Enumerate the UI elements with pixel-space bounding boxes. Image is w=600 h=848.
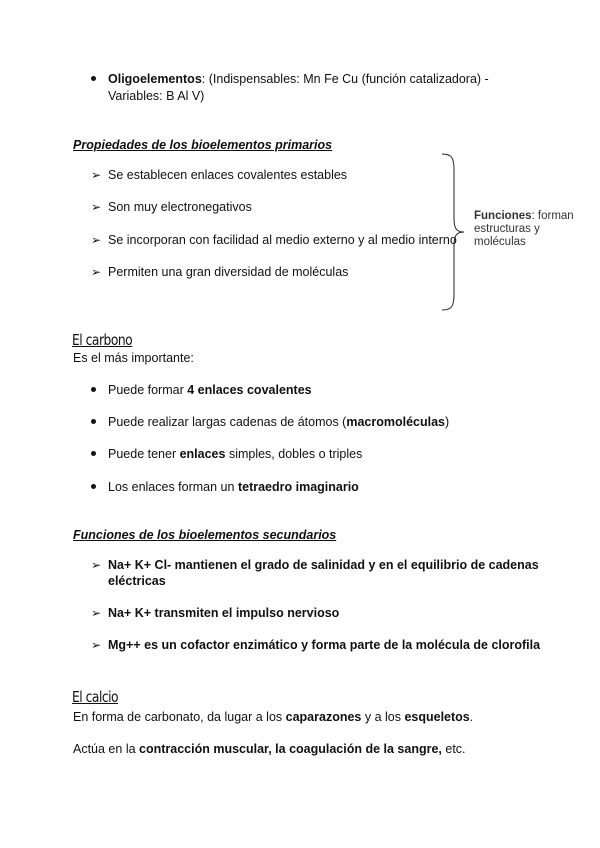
- secundarios-heading: Funciones de los bioelementos secundarios: [73, 528, 337, 542]
- calcio-paragraph-1: [73, 709, 473, 725]
- calcio-paragraph-2: [73, 741, 466, 757]
- secundarios-item-1-text: Na+ K+ Cl- mantienen el grado de salinidad y en el equilibrio de cadenas: [108, 558, 539, 572]
- carbono-item-4-pre: Los enlaces forman un: [108, 480, 238, 494]
- bullet-icon: [91, 387, 96, 392]
- secundarios-item-2-text: Na+ K+ transmiten el impulso nervioso: [108, 606, 340, 620]
- bullet-icon: [91, 76, 96, 81]
- secundarios-item-1-text-2: eléctricas: [108, 574, 166, 588]
- oligo-label: Oligoelementos: [108, 72, 202, 86]
- curly-brace-icon: [440, 152, 470, 312]
- calcio-p2-pre: Actúa en la: [73, 742, 140, 756]
- carbono-intro: Es el más importante:: [73, 351, 194, 365]
- brace-note-line-1: [474, 210, 574, 223]
- carbono-item-2-pre: Puede realizar largas cadenas de átomos (: [108, 415, 347, 429]
- calcio-p2-post: etc.: [441, 742, 466, 756]
- arrow-bullet-icon: ➢: [91, 638, 102, 652]
- bullet-icon: [91, 484, 96, 489]
- calcio-p1-bold-2: esqueletos: [404, 710, 470, 724]
- secundarios-item-3: [108, 637, 540, 653]
- arrow-bullet-icon: ➢: [91, 265, 102, 279]
- carbono-item-2: [108, 414, 449, 430]
- brace-note-line-2: estructuras y: [474, 223, 540, 235]
- primarios-item-3: Se incorporan con facilidad al medio externo y al medio interno: [108, 233, 457, 247]
- primarios-item-2: Son muy electronegativos: [108, 200, 252, 214]
- primarios-item-4: Permiten una gran diversidad de moléculas: [108, 265, 349, 279]
- brace-note-rest: : forman: [531, 210, 574, 222]
- brace-note: [474, 210, 574, 249]
- calcio-heading: El calcio: [72, 688, 119, 706]
- carbono-item-1-bold: 4 enlaces covalentes: [187, 383, 312, 397]
- brace-note-line-3: moléculas: [474, 236, 526, 248]
- secundarios-item-1-line-2: [108, 573, 166, 589]
- oligo-text: : (Indispensables: Mn Fe Cu (función catalizadora) -: [201, 72, 489, 86]
- bullet-icon: [91, 419, 96, 424]
- oligo-line-2: Variables: B Al V): [108, 89, 205, 103]
- primarios-item-1: Se establecen enlaces covalentes estables: [108, 168, 348, 182]
- bullet-icon: [91, 451, 96, 456]
- carbono-heading: El carbono: [72, 331, 133, 349]
- carbono-item-1: [108, 382, 312, 398]
- carbono-item-4-bold: tetraedro imaginario: [237, 480, 359, 494]
- carbono-item-2-bold: macromoléculas: [346, 415, 446, 429]
- oligo-line-1: [108, 71, 489, 87]
- arrow-bullet-icon: ➢: [91, 200, 102, 214]
- carbono-item-3-bold: enlaces: [179, 447, 226, 461]
- calcio-p1-pre: En forma de carbonato, da lugar a los: [73, 710, 286, 724]
- carbono-item-2-post: ): [445, 415, 450, 429]
- carbono-item-1-pre: Puede formar: [108, 383, 188, 397]
- carbono-item-4: [108, 479, 359, 495]
- secundarios-item-1-line-1: [108, 557, 539, 573]
- arrow-bullet-icon: ➢: [91, 233, 102, 247]
- primarios-heading: Propiedades de los bioelementos primarios: [73, 138, 333, 152]
- arrow-bullet-icon: ➢: [91, 606, 102, 620]
- calcio-p2-bold: contracción muscular, la coagulación de la sangre,: [139, 742, 442, 756]
- secundarios-item-3-text: Mg++ es un cofactor enzimático y forma parte de la molécula de clorofila: [108, 638, 541, 652]
- arrow-bullet-icon: ➢: [91, 558, 102, 572]
- calcio-p1-mid: y a los: [361, 710, 405, 724]
- carbono-item-3: [108, 446, 362, 462]
- carbono-item-3-pre: Puede tener: [108, 447, 180, 461]
- carbono-item-3-post: simples, dobles o triples: [225, 447, 363, 461]
- brace-note-bold: Funciones: [474, 210, 532, 222]
- arrow-bullet-icon: ➢: [91, 168, 102, 182]
- calcio-p1-bold-1: caparazones: [285, 710, 362, 724]
- secundarios-item-2: [108, 605, 339, 621]
- calcio-p1-post: .: [469, 710, 474, 724]
